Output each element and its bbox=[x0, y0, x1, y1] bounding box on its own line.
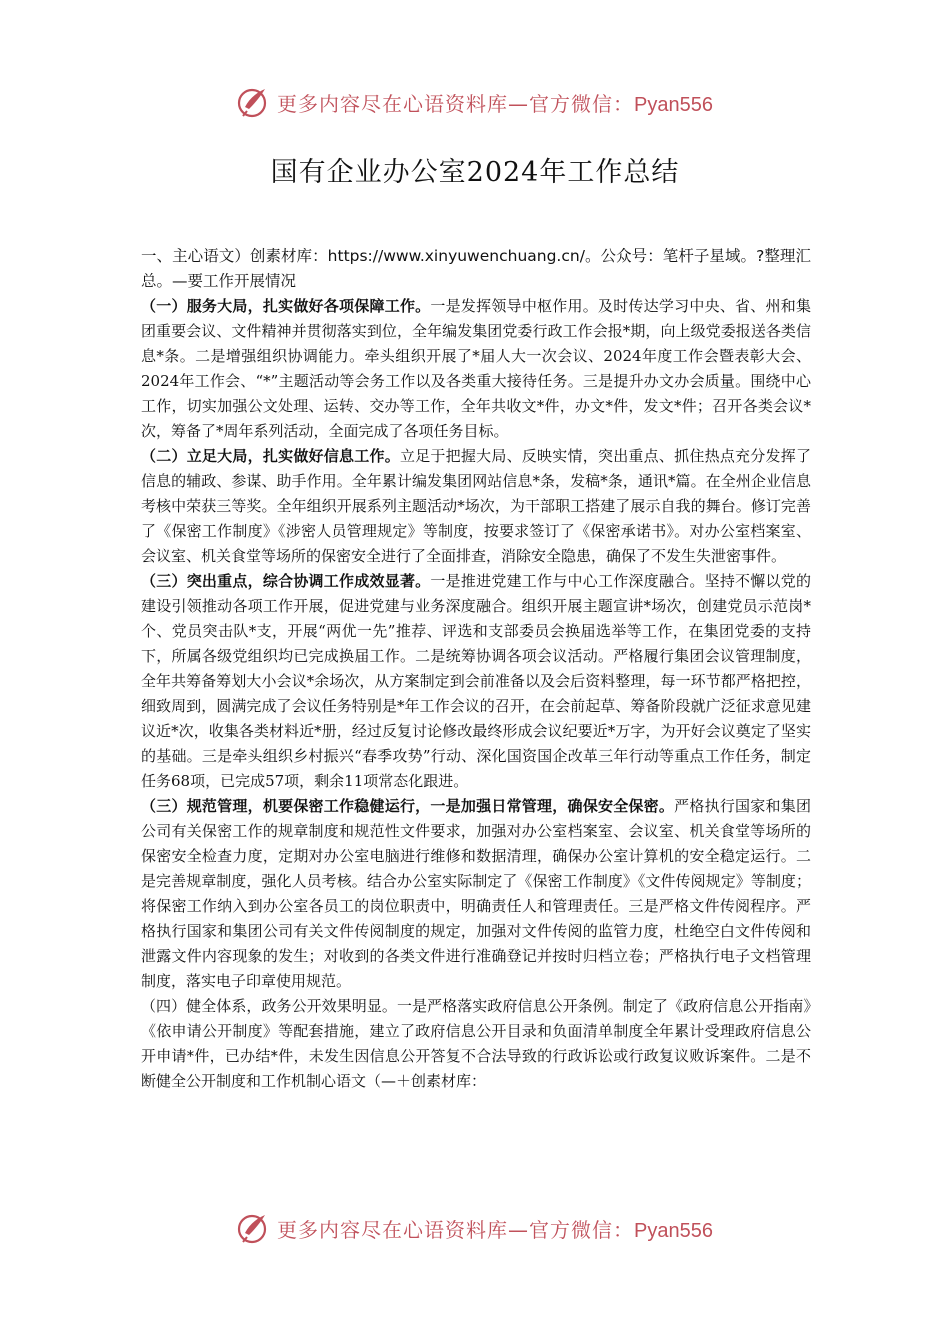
paragraph-section-5: （四）健全体系，政务公开效果明显。一是严格落实政府信息公开条例。制定了《政府信息公开指南》《依申请公开制度》等配套措施，建立了政府信息公开目录和负面清单制度全年累计受理政府信息公开申请*件，已办结*件，未发生因信息公开答复不合法导致的行政诉讼或行政复议败诉案件。二是不断健全公开制度和工作机制心语文（—＋创素材库： bbox=[141, 997, 811, 1090]
paragraph-section-3: （三）突出重点，综合协调工作成效显著。一是推进党建工作与中心工作深度融合。坚持不懈以党的建设引领推动各项工作开展，促进党建与业务深度融合。组织开展主题宣讲*场次，创建党员示范岗*个、党员突击队*支，开展“两优一先”推荐、评选和支部委员会换届选举等工作，在集团党委的支持下，所属各级党组织均已完成换届工作。二是统筹协调各项会议活动。严格履行集团会议管理制度，全年共筹备筹划大小会议*余场次，从方案制定到会前准备以及会后资料整理，每一环节都严格把控，细致周到，圆满完成了会议任务特别是*年工作会议的召开，在会前起草、筹备阶段就广泛征求意见建议近*次，收集各类材料近*册，经过反复讨论修改最终形成会议纪要近*万字，为开好会议奠定了坚实的基础。三是牵头组织乡村振兴“春季攻势”行动、深化国资国企改革三年行动等重点工作任务，制定任务68项，已完成57项，剩余11项常态化跟进。 bbox=[141, 572, 811, 790]
pen-logo-icon bbox=[237, 1211, 271, 1245]
paragraph-section-4: （三）规范管理，机要保密工作稳健运行，一是加强日常管理，确保安全保密。严格执行国家和集团公司有关保密工作的规章制度和规范性文件要求，加强对办公室档案室、会议室、机关食堂等场所的保密安全检查力度，定期对办公室电脑进行维修和数据清理，确保办公室计算机的安全稳定运行。二是完善规章制度，强化人员考核。结合办公室实际制定了《保密工作制度》《文件传阅规定》等制度；将保密工作纳入到办公室各员工的岗位职责中，明确责任人和管理责任。三是严格文件传阅程序。严格执行国家和集团公司有关文件传阅制度的规定，加强对文件传阅的监管力度，杜绝空白文件传阅和泄露文件内容现象的发生；对收到的各类文件进行准确登记并按时归档立卷；严格执行电子文档管理制度，落实电子印章使用规范。 bbox=[141, 797, 811, 990]
pen-logo-icon bbox=[237, 85, 271, 119]
watermark-banner-bottom bbox=[0, 1208, 950, 1248]
watermark-text: 更多内容尽在心语资料库—官方微信：Pyan556 bbox=[277, 91, 713, 116]
paragraph-section-2: （二）立足大局，扎实做好信息工作。立足于把握大局、反映实情，突出重点、抓住热点充分发挥了信息的辅政、参谋、助手作用。全年累计编发集团网站信息*条，发稿*条，通讯*篇。在全州企业信息考核中荣获三等奖。全年组织开展系列主题活动*场次，为干部职工搭建了展示自我的舞台。修订完善了《保密工作制度》《涉密人员管理规定》等制度，按要求签订了《保密承诺书》。对办公室档案室、会议室、机关食堂等场所的保密安全进行了全面排查，消除安全隐患，确保了不发生失泄密事件。 bbox=[141, 447, 811, 565]
watermark-text: 更多内容尽在心语资料库—官方微信：Pyan556 bbox=[277, 1217, 713, 1242]
document-title: 国有企业办公室2024年工作总结 bbox=[270, 157, 680, 188]
section-heading: （一）服务大局，扎实做好各项保障工作。 bbox=[141, 297, 431, 315]
section-heading: （三）突出重点，综合协调工作成效显著。 bbox=[141, 572, 431, 590]
section-heading: （三）规范管理，机要保密工作稳健运行，一是加强日常管理，确保安全保密。 bbox=[141, 797, 675, 815]
watermark-banner-top bbox=[0, 82, 950, 122]
paragraph-section-1: （一）服务大局，扎实做好各项保障工作。一是发挥领导中枢作用。及时传达学习中央、省、州和集团重要会议、文件精神并贯彻落实到位，全年编发集团党委行政工作会报*期，向上级党委报送各类信息*条。二是增强组织协调能力。牵头组织开展了*届人大一次会议、2024年度工作会暨表彰大会、2024年工作会、“*”主题活动等会务工作以及各类重大接待任务。三是提升办文办会质量。围绕中心工作，切实加强公文处理、运转、交办等工作，全年共收文*件，办文*件，发文*件；召开各类会议*次，筹备了*周年系列活动，全面完成了各项任务目标。 bbox=[141, 297, 811, 440]
paragraph-intro: 一、主心语文）创素材库：https://www.xinyuwenchuang.cn/。公众号：笔杆子星域。?整理汇总。—要工作开展情况 bbox=[141, 247, 811, 290]
document-body bbox=[141, 244, 811, 1094]
section-heading: （二）立足大局，扎实做好信息工作。 bbox=[141, 447, 400, 465]
